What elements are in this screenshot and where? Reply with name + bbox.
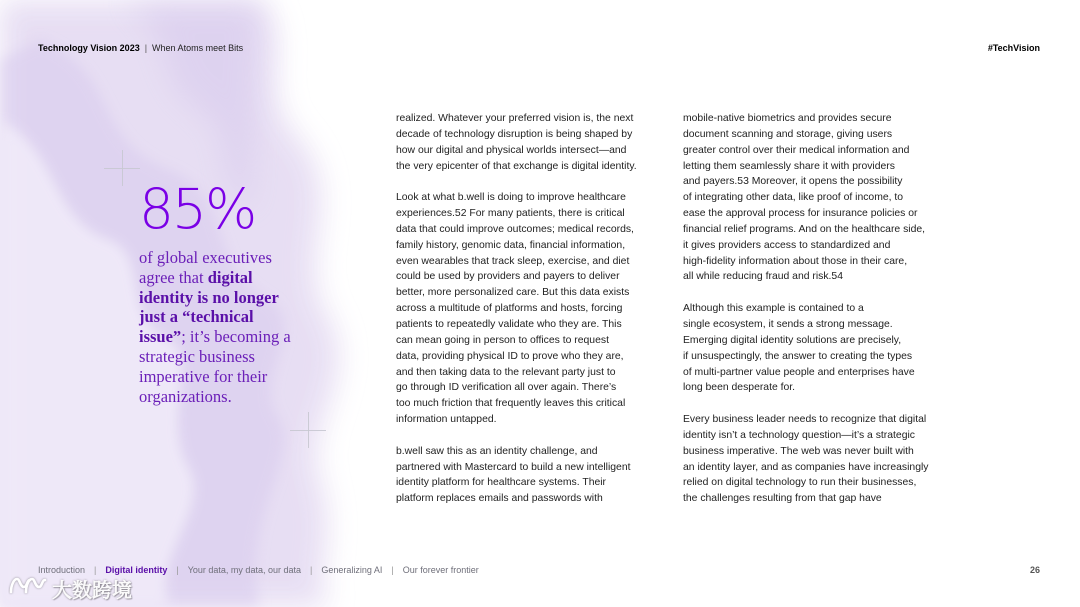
nav-generalizing-ai[interactable]: Generalizing AI [321, 565, 383, 575]
statistic-callout [139, 248, 299, 406]
statistic-value: 85% [139, 177, 256, 241]
text-line: Every business leader needs to recognize that digital [683, 414, 927, 426]
header-separator: | [144, 43, 148, 53]
text-line: the challenges resulting from that gap have [683, 493, 882, 505]
text-line: too much friction that frequently leaves this critical [396, 398, 626, 410]
text-line: financial relief programs. And on the healthcare side, [683, 223, 926, 235]
nav-digital-identity[interactable]: Digital identity [105, 565, 168, 575]
text-line: platform replaces emails and passwords with [396, 493, 603, 505]
text-line: identity platform for healthcare systems. Their [396, 477, 607, 489]
crosshair-decoration [104, 150, 140, 186]
text-line: mobile-native biometrics and provides secure [683, 113, 892, 124]
text-line: and then taking data to the relevant party just to [396, 366, 616, 378]
text-line: single ecosystem, it sends a strong message. [683, 318, 893, 330]
page-number: 26 [1029, 565, 1040, 575]
text-line: partnered with Mastercard to build a new intelligent [396, 461, 631, 473]
callout-emphasis: digital identity is no longer just a “technical issue” [139, 267, 279, 347]
report-header [38, 43, 243, 53]
text-line: Look at what b.well is doing to improve healthcare [396, 192, 626, 204]
text-line: identity isn’t a technology question—it’s a strategic [683, 429, 915, 441]
text-line: Emerging digital identity solutions are precisely, [683, 334, 902, 346]
text-line: even wearables that track sleep, exercise, and diet [396, 255, 630, 267]
crosshair-decoration [290, 412, 326, 448]
text-line: business imperative. The web was never built with [683, 445, 914, 457]
report-subtitle: When Atoms meet Bits [152, 43, 244, 53]
nav-forever-frontier[interactable]: Our forever frontier [402, 565, 479, 575]
body-column-right [683, 111, 928, 523]
nav-separator: | [309, 565, 313, 575]
watermark-text: 大数跨境 [52, 578, 132, 602]
body-paragraph [396, 444, 637, 507]
wechat-channel-icon [8, 575, 48, 602]
text-line: family history, genomic data, financial information, [396, 239, 626, 251]
text-line: how our digital and physical worlds intersect—and [396, 144, 627, 156]
text-line: could be used by providers and payers to deliver [396, 271, 620, 283]
text-line: relied on digital technology to run their businesses, [683, 477, 917, 489]
watermark [8, 574, 132, 603]
nav-separator: | [176, 565, 179, 575]
text-line: data, providing physical ID to prove who they are, [396, 350, 624, 362]
text-line: b.well saw this as an identity challenge, and [396, 445, 598, 457]
text-line: decade of technology disruption is being shaped by [396, 128, 633, 140]
text-line: high-fidelity information about those in their care, [683, 255, 908, 267]
hashtag-label: #TechVision [987, 43, 1040, 53]
body-paragraph [683, 111, 928, 285]
text-line: of integrating other data, like proof of income, to [683, 192, 904, 204]
text-line: the very epicenter of that exchange is digital identity. [396, 160, 637, 172]
text-line: data that could improve outcomes; medical records, [396, 223, 634, 235]
text-line: experiences.52 For many patients, there is critical [396, 208, 625, 220]
text-line: patients to repeatedly validate who they are. This [396, 318, 622, 330]
text-line: of multi-partner value people and enterprises have [683, 366, 915, 378]
body-paragraph [396, 111, 637, 174]
callout-text: of global executives agree that [139, 248, 272, 287]
text-line: an identity layer, and as companies have increasingly [683, 461, 929, 473]
text-line: across a multitude of platforms and hosts, forcing [396, 303, 623, 315]
body-column-left [396, 111, 637, 523]
text-line: if unsuspectingly, the answer to creating the types [683, 350, 913, 362]
nav-your-data[interactable]: Your data, my data, our data [187, 565, 301, 575]
body-paragraph [683, 412, 928, 507]
text-line: Although this example is contained to a [683, 303, 864, 315]
text-line: long been desperate for. [683, 382, 796, 394]
body-paragraph [396, 190, 637, 428]
text-line: realized. Whatever your preferred vision is, the next [396, 113, 634, 124]
text-line: it gives providers access to standardized and [683, 239, 891, 251]
nav-separator: | [94, 565, 97, 575]
nav-introduction[interactable]: Introduction [38, 565, 86, 575]
text-line: letting them seamlessly share it with providers [683, 160, 895, 172]
text-line: and payers.53 Moreover, it opens the possibility [683, 176, 903, 188]
text-line: can mean going in person to offices to request [396, 334, 609, 346]
nav-separator: | [391, 565, 394, 575]
text-line: all while reducing fraud and risk.54 [683, 271, 843, 283]
body-paragraph [683, 301, 928, 396]
text-line: information untapped. [396, 414, 497, 426]
text-line: document scanning and storage, giving users [683, 128, 893, 140]
text-line: better, more personalized care. But this data exists [396, 287, 630, 299]
callout-text-end: ; it’s becoming a strategic business imperative for their organizations. [139, 327, 291, 406]
text-line: greater control over their medical information and [683, 144, 910, 156]
text-line: ease the approval process for insurance policies or [683, 208, 918, 220]
text-line: go through ID verification all over again. There’s [396, 382, 617, 394]
report-title: Technology Vision 2023 [38, 43, 140, 53]
